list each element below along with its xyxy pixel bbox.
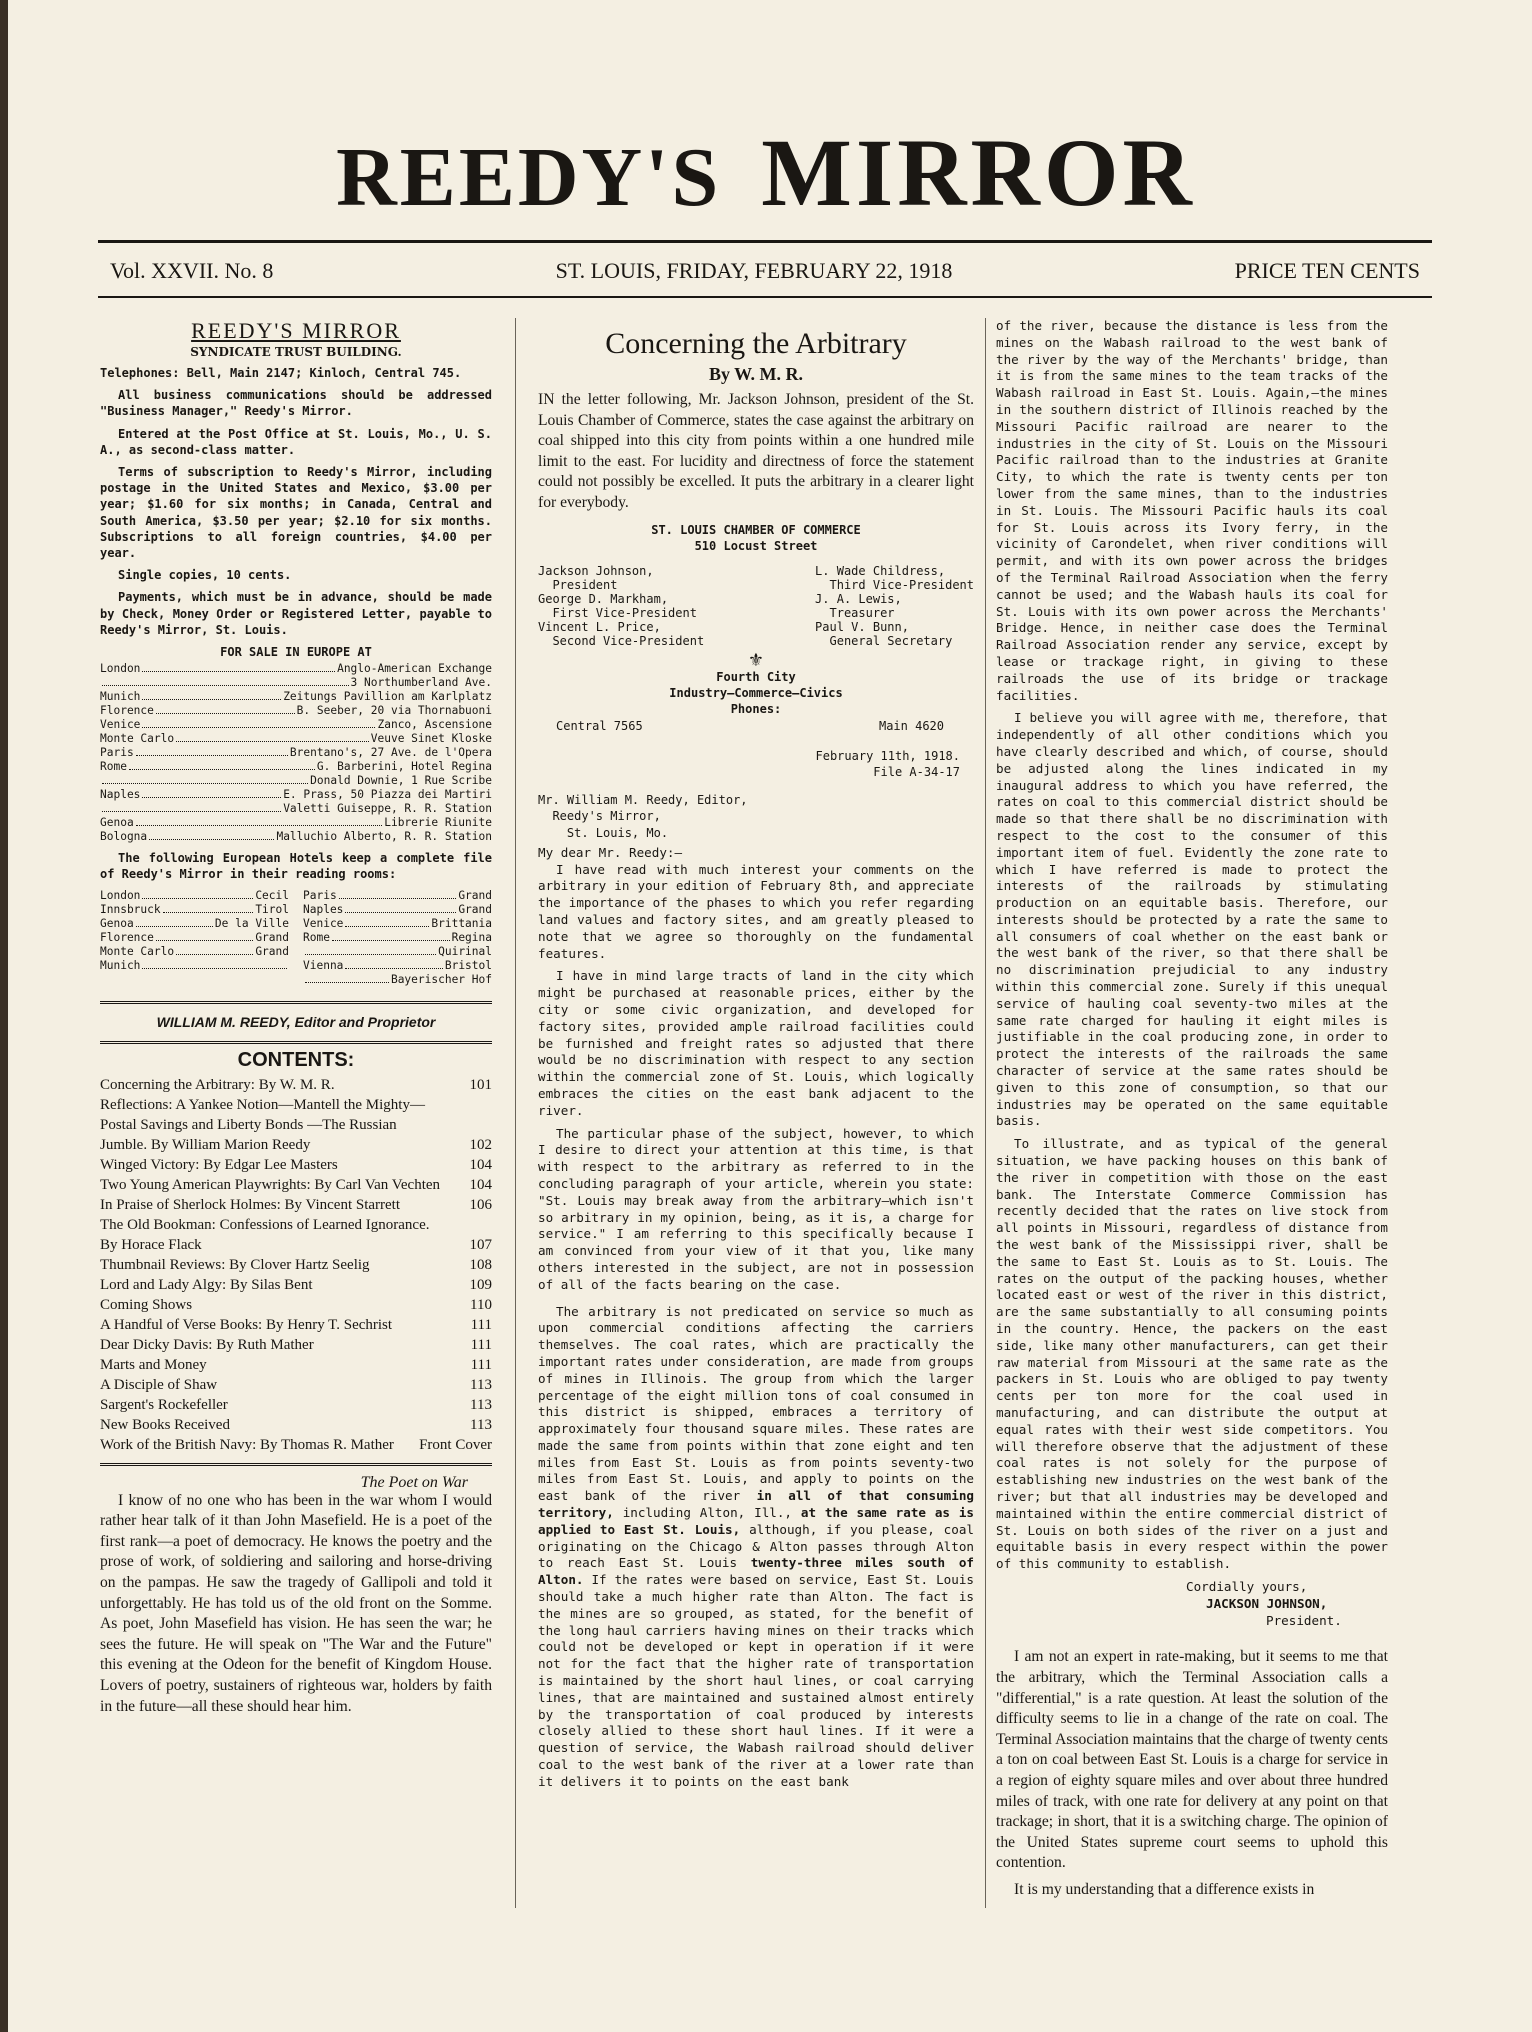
letter-body bbox=[538, 845, 974, 1791]
masthead-title bbox=[0, 118, 1532, 233]
leader-dots bbox=[149, 830, 274, 840]
contents-entry-title: A Handful of Verse Books: By Henry T. Sechrist bbox=[100, 1316, 393, 1333]
article-intro: IN the letter following, Mr. Jackson Johnson, president of the St. Louis Chamber of Commerce, states the case against the arbitrary on coal shipped into this city from points within a one hundred mile limit to the east. For lucidity and directness of force the statement could not possibly be excelled. It puts the arbitrary in a clearer light for everybody. bbox=[538, 391, 974, 511]
hotel-entry-label: Innsbruck bbox=[100, 902, 161, 916]
letter-paragraph-4c: including Alton, Ill., bbox=[622, 1505, 793, 1521]
contents-entry bbox=[100, 1315, 492, 1335]
contents-entry bbox=[100, 1375, 492, 1395]
letterhead-org: ST. LOUIS CHAMBER OF COMMERCE bbox=[651, 522, 861, 537]
sale-entry-label: Rome bbox=[100, 760, 127, 774]
contents-entry-title: Lord and Lady Algy: By Silas Bent bbox=[100, 1276, 313, 1293]
sale-entry bbox=[100, 732, 492, 746]
letter-paragraph-6: I believe you will agree with me, therefore, that independently of all other conditions which you have clearly described and which, of course, should be adjusted along the lines indicated in my inaugural address to which you have referred, the rates on coal to this commercial district should be made so that there shall be no discrimination with respect to the cost to the consumer of this important item of fuel. Evidently the zone rate to which I have referred is made to protect the interests of the railroads by stimulating production on an equitable basis. Therefore, our interests should be protected by a rate the same to all consumers of coal whether on the east bank or the west bank of the river, so that there shall be no discrimination prejudicial to any industry within this commercial zone. Surely if this unequal service of hauling coal seventy-two miles at the same rate charged for hauling it eight miles is justifiable in the coal producing zone, in order to protect the interests of the railroads the same character of service at the same rates should be given to this zone of consumption, so that our industries may be operated on the same equitable basis. bbox=[996, 710, 1388, 1129]
leader-dots bbox=[142, 690, 281, 700]
letter-paragraph-4e: although, if you please, coal originating on the Chicago & Alton passes through Alton to reach East St. Louis bbox=[538, 1521, 974, 1571]
contents-entry bbox=[100, 1095, 492, 1155]
publisher-building: SYNDICATE TRUST BUILDING. bbox=[190, 345, 402, 359]
hotel-entry bbox=[303, 931, 492, 945]
letter-paragraph-4a: The arbitrary is not predicated on service so much as upon commercial conditions affecting the carriers themselves. The coal rates, which are practically the important rates under consideration, are made from groups of mines in Illinois. The group from which the larger percentage of the eight million tons of coal consumed in this district is shipped, embraces a territory of approximately four thousand square miles. These rates are made the same from points within that zone eight and ten miles from East St. Louis as from points seventy-two miles from East St. Louis, and apply to points on the east bank of the river bbox=[538, 1303, 974, 1504]
dateline bbox=[110, 258, 1420, 288]
sale-entry-label: Genoa bbox=[100, 816, 134, 830]
sale-entry-label: Venice bbox=[100, 718, 141, 732]
contents-entry-title: Thumbnail Reviews: By Clover Hartz Seelig bbox=[100, 1256, 370, 1273]
hotel-entry bbox=[100, 903, 289, 917]
contents-entry-title: Winged Victory: By Edgar Lee Masters bbox=[100, 1156, 338, 1173]
sale-entry-value: 3 Northumberland Ave. bbox=[350, 676, 492, 690]
hotel-entry bbox=[100, 917, 289, 931]
article-paragraph-after-letter: I am not an expert in rate-making, but it seems to me that the arbitrary, which the Terminal Association calls a "differential," is a rate question. At least the solution of the difficulty seems to lie in a change of the rate on coal. The Terminal Association maintains that the charge of twenty cents a ton on coal between East St. Louis is a charge for service in a region of eighty square miles and over about three hundred miles of track, with one rate for delivery at any point on that trackage; in short, that it is a switching charge. The opinion of the United States supreme court seems to uphold this contention. bbox=[996, 1648, 1388, 1872]
contents-entry-title: Work of the British Navy: By Thomas R. Mather bbox=[100, 1436, 394, 1453]
contents-entry-page: 113 bbox=[470, 1416, 492, 1433]
leader-dots bbox=[305, 973, 389, 983]
contents-entry-page: 111 bbox=[470, 1316, 492, 1333]
sale-entry-value: Valetti Guiseppe, R. R. Station bbox=[283, 802, 492, 816]
hotel-entry-value: Cecil bbox=[255, 888, 289, 902]
publisher-info bbox=[100, 365, 492, 638]
contents-entry-title: A Disciple of Shaw bbox=[100, 1376, 218, 1393]
leader-dots bbox=[345, 959, 442, 969]
letter-continued bbox=[996, 318, 1388, 1629]
contents-entry bbox=[100, 1395, 492, 1415]
hotel-entry-value: Grand bbox=[458, 888, 492, 902]
hotel-entry bbox=[303, 973, 492, 987]
motto: Industry—Commerce—Civics bbox=[669, 686, 843, 701]
hotel-entry-label: Munich bbox=[100, 958, 141, 972]
closing: Cordially yours, bbox=[1186, 1578, 1308, 1594]
sale-entry-value: Zanco, Ascensione bbox=[377, 718, 492, 732]
letter-paragraph-4g: If the rates were based on service, East St. Louis should take a much higher rate than Alton. The fact is the mines are so grouped, as stated, for the benefit of the long haul carriers having mines on their tracks which could not be developed or kept in operation if it were not for the fact that the higher rate of transportation is maintained by the short haul lines, or coal carrying lines, that are maintained and sustained almost entirely by the transportation of coal produced by interests closely allied to these short haul lines. If it were a question of service, the Wabash railroad should deliver coal to the west bank of the river at a lower rate than it delivers it to points on the east bank bbox=[538, 1572, 974, 1789]
contents-entry-page: Front Cover bbox=[419, 1436, 492, 1453]
leader-dots bbox=[305, 945, 436, 955]
contents-entry bbox=[100, 1075, 492, 1095]
sale-entry-value: Zeitungs Pavillion am Karlplatz bbox=[283, 690, 492, 704]
sale-entry bbox=[100, 690, 492, 704]
contents-entry-page: 108 bbox=[469, 1256, 492, 1273]
fleur-de-lis-icon: ⚜ bbox=[747, 649, 765, 671]
sale-entry-label: London bbox=[100, 662, 141, 676]
hotel-entry-value: De la Ville bbox=[214, 916, 289, 930]
letter-closing bbox=[996, 1579, 1388, 1629]
contents-entry bbox=[100, 1155, 492, 1175]
sale-entry bbox=[100, 718, 492, 732]
sale-entry bbox=[100, 760, 492, 774]
volume-number: Vol. XXVII. No. 8 bbox=[110, 258, 274, 283]
contents-entry-page: 113 bbox=[470, 1396, 492, 1413]
leader-dots bbox=[339, 889, 457, 899]
sale-entry bbox=[100, 746, 492, 760]
hotel-list-right bbox=[303, 889, 492, 987]
hotel-entry-value: Regina bbox=[451, 930, 492, 944]
editor-credit: WILLIAM M. REEDY, Editor and Proprietor bbox=[100, 1001, 492, 1031]
hotel-entry-value: Brittania bbox=[431, 916, 492, 930]
hotel-entry bbox=[303, 889, 492, 903]
letterhead-address: 510 Locust Street bbox=[694, 538, 818, 553]
phone-main: Main 4620 bbox=[878, 718, 944, 733]
contents-entry-title: Marts and Money bbox=[100, 1356, 207, 1373]
contents-entry-title: In Praise of Sherlock Holmes: By Vincent Starrett bbox=[100, 1196, 401, 1213]
sale-entry-value: Librerie Riunite bbox=[384, 816, 492, 830]
contents-entry-page: 107 bbox=[469, 1236, 492, 1253]
masthead-title-left: REEDY'S bbox=[336, 131, 722, 224]
contents-entry-page: 101 bbox=[469, 1076, 492, 1093]
hotel-entry-value: Quirinal bbox=[438, 944, 492, 958]
contents-entry-page: 109 bbox=[469, 1276, 492, 1293]
hotel-entry-value: Bayerischer Hof bbox=[390, 972, 492, 986]
officers-right: L. Wade Childress, Third Vice-President J. A. Lewis, Treasurer Paul V. Bunn, General Secretary bbox=[815, 563, 974, 648]
letterhead-officers bbox=[538, 564, 974, 648]
hotel-entry bbox=[100, 945, 289, 959]
sale-entry-value: Brentano's, 27 Ave. de l'Opera bbox=[289, 746, 492, 760]
contents-entry-title: Dear Dicky Davis: By Ruth Mather bbox=[100, 1336, 314, 1353]
hotel-entry-value: Grand bbox=[458, 902, 492, 916]
letter-address: Mr. William M. Reedy, Editor, Reedy's Mirror, St. Louis, Mo. bbox=[538, 793, 748, 840]
column-divider-2 bbox=[985, 318, 986, 1908]
sale-entry-value: Donald Downie, 1 Rue Scribe bbox=[310, 774, 492, 788]
letter-paragraph-2: I have in mind large tracts of land in the city which might be purchased at reasonable prices, either by the city or some civic organization, and developed for factory sites, provided ample railroad facilities could be furnished and freight rates so adjusted that there would be no discrimination with respect to any section within the commercial zone of St. Louis, which logically embraces the cities on the east bank adjacent to the river. bbox=[538, 968, 974, 1118]
leader-dots bbox=[142, 889, 253, 899]
leader-dots bbox=[136, 816, 383, 826]
letter-paragraph-4 bbox=[538, 1304, 974, 1791]
phones-label: Phones: bbox=[730, 702, 782, 717]
sale-entry-value: Veuve Sinet Kloske bbox=[370, 732, 492, 746]
sale-entry-label: Monte Carlo bbox=[100, 732, 175, 746]
contents-entry bbox=[100, 1195, 492, 1215]
sale-entry bbox=[100, 774, 492, 788]
hotel-entry-label: Genoa bbox=[100, 916, 134, 930]
sale-entry-label: Florence bbox=[100, 704, 154, 718]
publisher-brand: REEDY'S MIRROR bbox=[191, 318, 401, 343]
signer-name: JACKSON JOHNSON, bbox=[1206, 1595, 1328, 1611]
article-title: Concerning the Arbitrary bbox=[605, 327, 907, 360]
hotel-entry bbox=[303, 945, 492, 959]
sale-entry-label: Munich bbox=[100, 690, 141, 704]
publisher-box bbox=[100, 318, 492, 361]
left-column bbox=[100, 318, 492, 1723]
letter-paragraph-1: I have read with much interest your comments on the arbitrary in your edition of February 8th, and appreciate the importance of the phases to which you refer regarding land values and factory sites, and am greatly pleased to note that we agree so thoroughly on the fundamental features. bbox=[538, 861, 974, 961]
leader-dots bbox=[176, 945, 253, 955]
letter-paragraph-5: of the river, because the distance is less from the mines on the Wabash railroad to the west bank of the river by the way of the Merchants' bridge, than it is from the same mines to the team tracks of the Wabash railroad in East St. Louis. Again,—the mines in the southern district of Illinois reached by the Missouri Pacific railroad are nearer to the industries in the city of St. Louis on the Missouri Pacific railroad than to the industries at Granite City, to which the rate is twenty cents per ton lower from the same mines, than to the industries in St. Louis. The Missouri Pacific hauls its coal for St. Louis across its Ivory ferry, in the vicinity of Carondelet, when river conditions will permit, and with its own power across the bridges of the Terminal Railroad Association when the ferry cannot be used; and the Wabash hauls its coal for St. Louis with its own power across the Merchants' Bridge. Hence, in neither case does the Terminal Railroad Association render any service, except by lease or trackage right, in giving to these railroads the use of its bridge or trackage facilities. bbox=[996, 318, 1388, 703]
letter-paragraph-7: To illustrate, and as typical of the general situation, we have packing houses on this bank of the river in competition with those on the east bank. The Interstate Commerce Commission has recently decided that the rates on live stock from all points in Missouri, regardless of distance from the west bank of the Mississippi river, shall be the same to East St. Louis as to St. Louis. The rates on the output of the packing houses, whether located east or west of the river in this district, are the same substantially to all consuming points in the country. Hence, the packers on the east side, like many other manufacturers, can get their raw material from Missouri at the same rate as the packers in St. Louis who are obliged to pay twenty cents per ton more for the coal used in manufacturing, and can distribute the output at equal rates with their west side competitors. You will therefore observe that the adjustment of these coal rates is not solely for the purpose of establishing new industries on the west bank of the river; but that all industries may be developed and maintained within the entire commercial district of St. Louis on both sides of the river on a just and equitable basis in every respect within the power of this community to establish. bbox=[996, 1136, 1388, 1572]
leader-dots bbox=[142, 788, 281, 798]
letter-date: February 11th, 1918. bbox=[815, 748, 960, 763]
leader-dots bbox=[345, 903, 456, 913]
contents-entry bbox=[100, 1295, 492, 1315]
sale-entry bbox=[100, 788, 492, 802]
sale-entry bbox=[100, 704, 492, 718]
contents-entry-title: Reflections: A Yankee Notion—Mantell the Mighty—Postal Savings and Liberty Bonds —The Russian Jumble. By William Marion Reedy bbox=[100, 1096, 425, 1153]
hotel-entry-value: Tirol bbox=[255, 902, 289, 916]
contents-entry-page: 113 bbox=[470, 1376, 492, 1393]
sale-entry bbox=[100, 662, 492, 676]
sale-entry-label: Paris bbox=[100, 746, 134, 760]
hotel-entry-value: Grand bbox=[255, 944, 289, 958]
publisher-note-entry: Entered at the Post Office at St. Louis, Mo., U. S. A., as second-class matter. bbox=[100, 426, 492, 457]
hotel-entry-label: Florence bbox=[100, 930, 154, 944]
leader-dots bbox=[129, 760, 315, 770]
sale-entry-value: Malluchio Alberto, R. R. Station bbox=[276, 830, 492, 844]
phones bbox=[538, 718, 974, 734]
hotel-entry-label: London bbox=[100, 888, 141, 902]
column-divider-1 bbox=[515, 318, 516, 1908]
contents-entry-page: 111 bbox=[470, 1336, 492, 1353]
letterhead bbox=[538, 522, 974, 554]
contents-entry bbox=[100, 1335, 492, 1355]
leader-dots bbox=[102, 676, 349, 686]
letter-file: File A-34-17 bbox=[873, 764, 960, 779]
sale-heading: FOR SALE IN EUROPE AT bbox=[220, 645, 372, 660]
sale-entry-value: B. Seeber, 20 via Thornabuoni bbox=[296, 704, 492, 718]
leader-dots bbox=[332, 931, 450, 941]
issue-date: ST. LOUIS, FRIDAY, FEBRUARY 22, 1918 bbox=[555, 258, 953, 283]
contents-entry-page: 104 bbox=[469, 1176, 492, 1193]
sale-entry-value: Anglo-American Exchange bbox=[337, 662, 492, 676]
contents-entry-page: 106 bbox=[469, 1196, 492, 1213]
sale-entry bbox=[100, 802, 492, 816]
hotel-entry bbox=[100, 889, 289, 903]
contents-entry-title: Two Young American Playwrights: By Carl Van Vechten bbox=[100, 1176, 441, 1193]
article-header bbox=[538, 326, 974, 386]
hotel-entry-label: Rome bbox=[303, 930, 330, 944]
sale-entry bbox=[100, 816, 492, 830]
leader-dots bbox=[142, 959, 287, 969]
officers-left: Jackson Johnson, President George D. Markham, First Vice-President Vincent L. Price, Second Vice-President bbox=[538, 563, 705, 648]
hotel-entry-label: Monte Carlo bbox=[100, 944, 175, 958]
hotel-entry-label: Vienna bbox=[303, 958, 344, 972]
contents-entry-title: New Books Received bbox=[100, 1416, 230, 1433]
letter-date-block bbox=[538, 748, 974, 780]
contents-entry-page: 110 bbox=[470, 1296, 492, 1313]
masthead-rule-bottom bbox=[98, 296, 1432, 298]
contents-entry bbox=[100, 1355, 492, 1375]
poet-text: I know of no one who has been in the war whom I would rather hear talk of it than John Masefield. He is a poet of the first rank—a poet of democracy. He knows the poetry and the prose of work, of soldiering and sailoring and horse-driving on the pampas. He saw the tragedy of Gallipoli and told it unforgettably. He has told us of the old front on the Somme. As poet, John Masefield has vision. He has seen the war; he sees the future. He will speak on "The War and the Future" this evening at the Odeon for the benefit of Kingdom House. Lovers of poetry, sustainers of righteous war, holders by faith in the future—all these should hear him. bbox=[100, 1491, 492, 1715]
contents-entry bbox=[100, 1215, 492, 1255]
sale-list bbox=[100, 662, 492, 844]
hotel-entry-label: Paris bbox=[303, 888, 337, 902]
hotel-entry bbox=[303, 917, 492, 931]
hotel-entry-value: Grand bbox=[255, 930, 289, 944]
article-paragraph-last: It is my understanding that a difference exists in bbox=[1014, 1880, 1315, 1898]
leader-dots bbox=[156, 704, 295, 714]
leader-dots bbox=[163, 903, 254, 913]
sale-entry-value: G. Barberini, Hotel Regina bbox=[316, 760, 492, 774]
contents-entry-page: 102 bbox=[469, 1136, 492, 1153]
hotel-entry bbox=[303, 959, 492, 973]
leader-dots bbox=[142, 718, 375, 728]
contents-entry-page: 111 bbox=[470, 1356, 492, 1373]
contents-entry-title: Coming Shows bbox=[100, 1296, 193, 1313]
contents-entry-title: Concerning the Arbitrary: By W. M. R. bbox=[100, 1076, 335, 1093]
leader-dots bbox=[102, 774, 308, 784]
publisher-telephones: Telephones: Bell, Main 2147; Kinloch, Central 745. bbox=[100, 366, 462, 380]
sale-entry-label: Bologna bbox=[100, 830, 148, 844]
sale-entry-label: Naples bbox=[100, 788, 141, 802]
leader-dots bbox=[156, 931, 253, 941]
publisher-note-business: All business communications should be addressed "Business Manager," Reedy's Mirror. bbox=[100, 388, 492, 419]
leader-dots bbox=[136, 746, 288, 756]
sale-entry-value: E. Prass, 50 Piazza dei Martiri bbox=[283, 788, 492, 802]
hotel-entry-value: Bristol bbox=[444, 958, 492, 972]
sale-entry bbox=[100, 676, 492, 690]
masthead-rule-top bbox=[98, 240, 1432, 243]
contents-list bbox=[100, 1075, 492, 1455]
hotel-entry bbox=[303, 903, 492, 917]
letterhead-motto bbox=[538, 669, 974, 718]
middle-column bbox=[538, 318, 974, 1797]
hotel-list bbox=[100, 889, 492, 987]
contents-heading: CONTENTS: bbox=[100, 1041, 492, 1069]
signer-title: President. bbox=[1266, 1612, 1342, 1628]
publisher-note-single-copies: Single copies, 10 cents. bbox=[118, 568, 292, 583]
masthead-title-right: MIRROR bbox=[761, 119, 1196, 226]
hotel-entry bbox=[100, 959, 289, 973]
leader-dots bbox=[136, 917, 213, 927]
contents-entry bbox=[100, 1255, 492, 1275]
contents-entry-title: Sargent's Rockefeller bbox=[100, 1396, 228, 1413]
hotels-intro: The following European Hotels keep a complete file of Reedy's Mirror in their reading rooms: bbox=[100, 851, 492, 882]
hotel-entry-label: Venice bbox=[303, 916, 344, 930]
leader-dots bbox=[345, 917, 429, 927]
article-continuation bbox=[996, 1647, 1388, 1900]
article-byline: By W. M. R. bbox=[708, 364, 804, 384]
issue-price: PRICE TEN CENTS bbox=[1234, 258, 1420, 283]
hotel-entry bbox=[100, 931, 289, 945]
right-column bbox=[996, 318, 1388, 1906]
contents-entry bbox=[100, 1275, 492, 1295]
phone-central: Central 7565 bbox=[556, 718, 643, 733]
masthead bbox=[0, 118, 1532, 248]
poet-section bbox=[100, 1463, 492, 1718]
hotel-list-left bbox=[100, 889, 289, 987]
letter-paragraph-4f: twenty-three miles south of Alton. bbox=[538, 1555, 974, 1588]
publisher-note-payments: Payments, which must be in advance, should be made by Check, Money Order or Registered Letter, payable to Reedy's Mirror, St. Louis. bbox=[100, 590, 492, 637]
contents-entry bbox=[100, 1415, 492, 1435]
letter-paragraph-4b: in all of that consuming territory, bbox=[538, 1488, 974, 1521]
binding-edge bbox=[0, 0, 8, 2032]
leader-dots bbox=[102, 802, 281, 812]
leader-dots bbox=[142, 662, 335, 672]
hotel-entry-label: Naples bbox=[303, 902, 344, 916]
fourth-city: Fourth City bbox=[716, 669, 796, 684]
contents-entry-page: 104 bbox=[469, 1156, 492, 1173]
contents-entry-title: The Old Bookman: Confessions of Learned Ignorance. By Horace Flack bbox=[100, 1216, 430, 1253]
publisher-note-subscription: Terms of subscription to Reedy's Mirror, including postage in the United States and Mexico, $3.00 per year; $1.60 for six months; in Canada, Central and South America, $3.50 per year; $2.10 for six months. Subscriptions to all foreign countries, $4.00 per year. bbox=[100, 465, 492, 561]
contents-entry bbox=[100, 1435, 492, 1455]
sale-entry bbox=[100, 830, 492, 844]
leader-dots bbox=[176, 732, 369, 742]
contents-entry bbox=[100, 1175, 492, 1195]
letter-paragraph-3: The particular phase of the subject, however, to which I desire to direct your attention at this time, is that with respect to the arbitrary as referred to in the concluding paragraph of your article, wherein you state: "St. Louis may break away from the arbitrary—which isn't so arbitrary in my opinion, being, as it is, a charge for service." I am referring to this specifically because I am convinced from your view of it that you, like many others interested in the subject, are not in possession of all of the facts bearing on the case. bbox=[538, 1125, 974, 1292]
letter-paragraph-4d: at the same rate as is applied to East St. Louis, bbox=[538, 1505, 975, 1537]
poet-heading: The Poet on War bbox=[360, 1473, 468, 1491]
letter-salutation: My dear Mr. Reedy:— bbox=[538, 844, 683, 860]
